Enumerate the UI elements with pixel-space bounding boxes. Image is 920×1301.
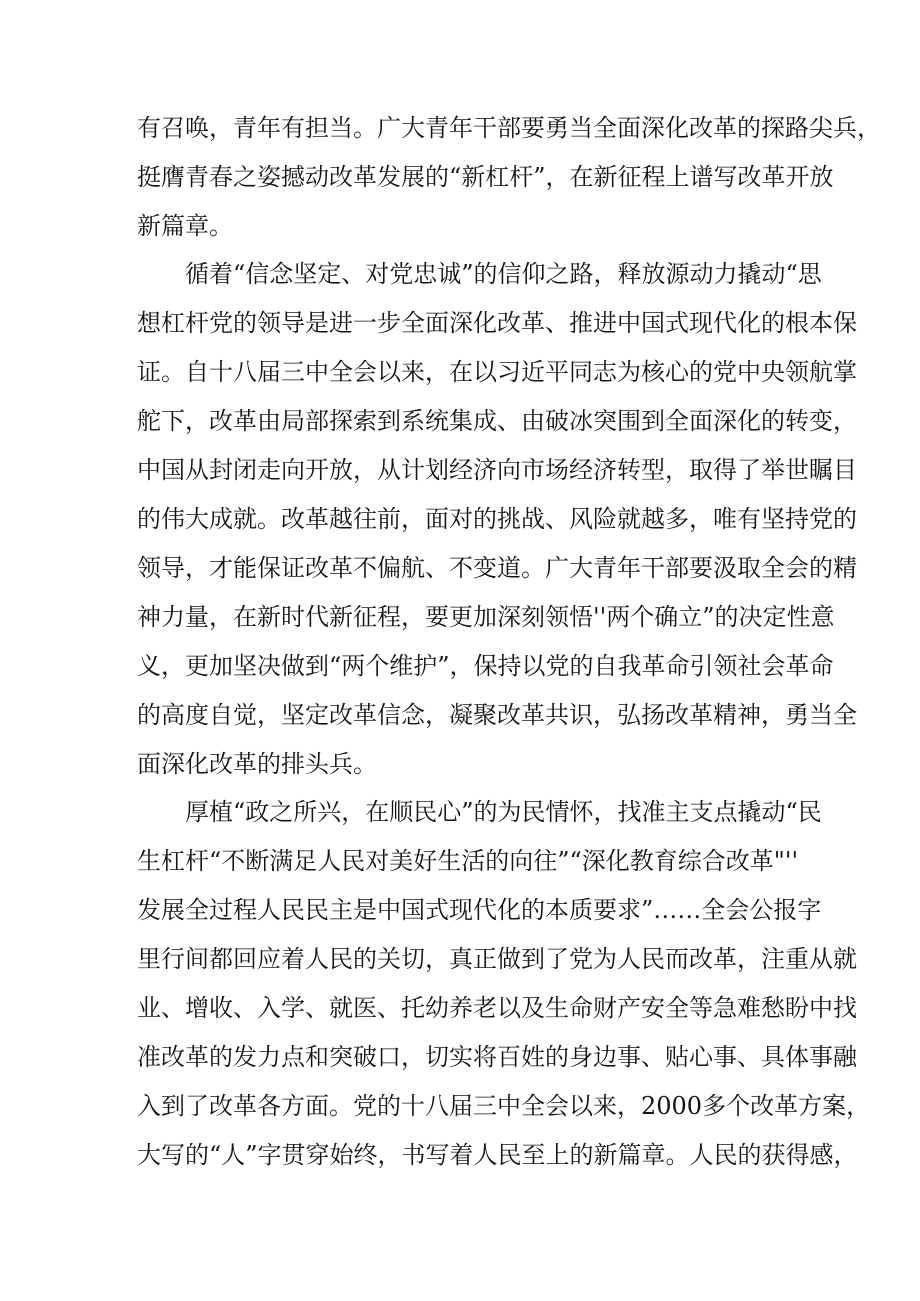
text-line: 的伟大成就。改革越往前，面对的挑战、风险就越多，唯有坚持党的 [137, 505, 857, 533]
text-line: 里行间都回应着人民的关切，真正做到了党为人民而改革，注重从就 [137, 945, 857, 973]
text-line: 想杠杆党的领导是进一步全面深化改革、推进中国式现代化的根本保 [137, 309, 857, 337]
text-line: 有召唤，青年有担当。广大青年干部要勇当全面深化改革的探路尖兵， [137, 114, 881, 142]
text-line: 神力量，在新时代新征程，要更加深刻领悟''两个确立”的决定性意 [137, 603, 835, 631]
text-line: 准改革的发力点和突破口，切实将百姓的身边事、贴心事、具体事融 [137, 1043, 857, 1071]
text-line: 领导，才能保证改革不偏航、不变道。广大青年干部要汲取全会的精 [137, 554, 857, 582]
text-line: 发展全过程人民民主是中国式现代化的本质要求”……全会公报字 [137, 896, 822, 924]
text-line: 中国从封闭走向开放，从计划经济向市场经济转型，取得了举世瞩目 [137, 456, 857, 484]
text-line: 新篇章。 [137, 212, 233, 240]
text-line: 循着“信念坚定、对党忠诚”的信仰之路，释放源动力撬动“思 [185, 260, 822, 288]
text-line: 挺膺青春之姿撼动改革发展的“新杠杆”，在新征程上谱写改革开放 [137, 163, 834, 191]
text-line: 生杠杆“不断满足人民对美好生活的向往”“深化教育综合改革"'' [137, 847, 799, 875]
text-line: 入到了改革各方面。党的十八届三中全会以来，2000多个改革方案， [137, 1092, 871, 1120]
text-line: 大写的“人”字贯穿始终，书写着人民至上的新篇章。人民的获得感， [137, 1141, 858, 1169]
text-line: 的高度自觉，坚定改革信念，凝聚改革共识，弘扬改革精神，勇当全 [137, 701, 857, 729]
text-line: 义，更加坚决做到“两个维护”，保持以党的自我革命引领社会革命 [137, 652, 834, 680]
text-line: 厚植“政之所兴，在顺民心”的为民情怀，找准主支点撬动“民 [185, 798, 822, 826]
text-line: 面深化改革的排头兵。 [137, 750, 377, 778]
text-line: 业、增收、入学、就医、托幼养老以及生命财产安全等急难愁盼中找 [137, 994, 857, 1022]
text-line: 证。自十八届三中全会以来，在以习近平同志为核心的党中央领航掌 [137, 358, 857, 386]
text-line: 舵下，改革由局部探索到系统集成、由破冰突围到全面深化的转变， [137, 407, 857, 435]
